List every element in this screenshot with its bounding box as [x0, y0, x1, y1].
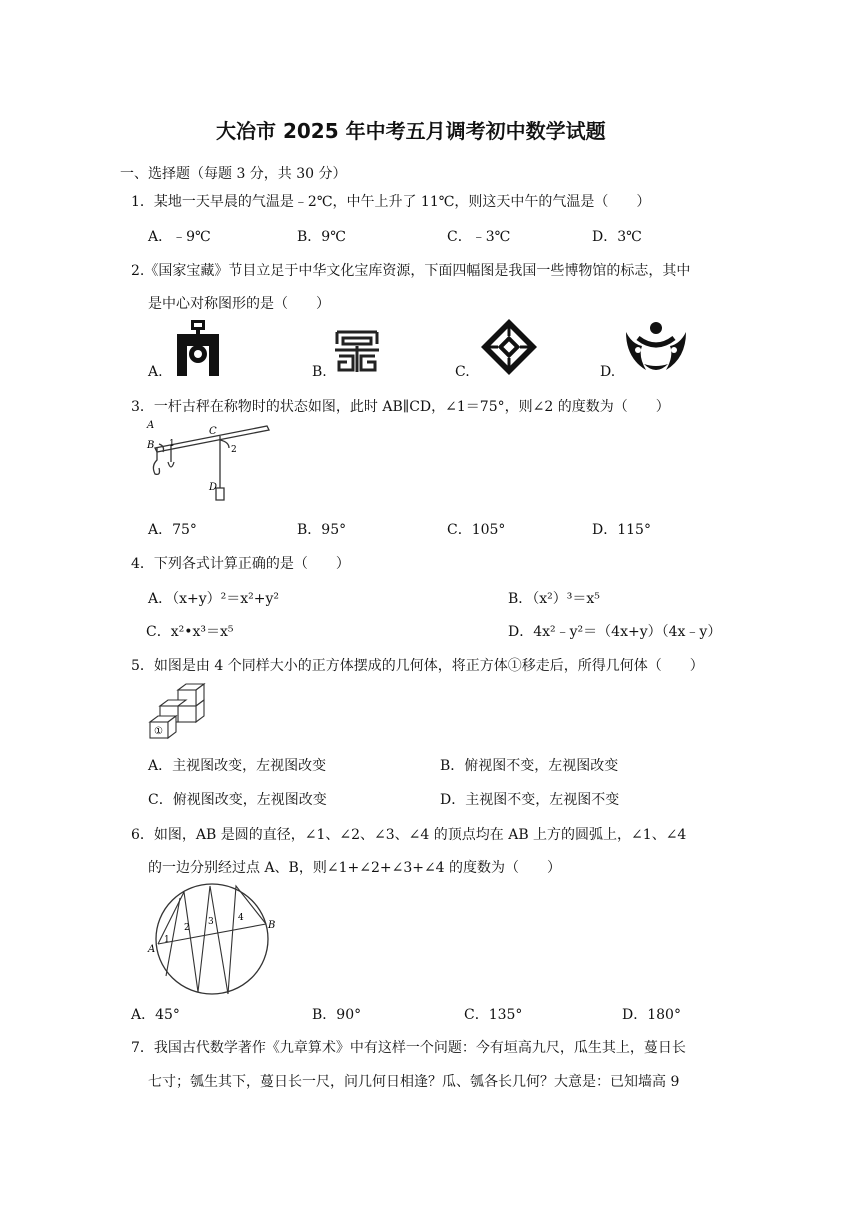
- question-3-stem: 3．一杆古秤在称物时的状态如图，此时 AB∥CD，∠1＝75°，则∠2 的度数为（ ）: [131, 399, 670, 415]
- q6-option-b: B．90°: [312, 1007, 362, 1023]
- question-7-stem-line2: 七寸；瓠生其下，蔓日长一尺，问几何日相逢？瓜、瓠各长几何？大意是：已知墙高 9: [148, 1074, 680, 1090]
- question-4-stem: 4．下列各式计算正确的是（ ）: [131, 556, 350, 572]
- angle-1-label: 1: [164, 935, 170, 945]
- museum-logo-d: [624, 318, 688, 376]
- q3-option-b: B．95°: [297, 522, 347, 538]
- page-title: 大冶市 2025 年中考五月调考初中数学试题: [216, 119, 606, 143]
- q2-option-b: B.: [312, 364, 327, 380]
- q6-option-d: D．180°: [622, 1007, 681, 1023]
- point-c-label: C: [209, 426, 217, 437]
- question-2-stem-line1: 2.《国家宝藏》节目立足于中华文化宝库资源，下面四幅图是我国一些博物馆的标志，其中: [131, 263, 691, 279]
- q6-option-a: A．45°: [131, 1007, 180, 1023]
- q1-option-c: C．﹣3℃: [447, 229, 511, 245]
- q2-option-d: D.: [600, 364, 616, 380]
- question-6-stem-line2: 的一边分别经过点 A、B，则∠1+∠2+∠3+∠4 的度数为（ ）: [148, 860, 562, 876]
- point-d-label: D: [209, 482, 218, 493]
- question-5-stem: 5．如图是由 4 个同样大小的正方体摆成的几何体，将正方体①移走后，所得几何体（ ）: [131, 658, 704, 674]
- question-2-stem-line2: 是中心对称图形的是（ ）: [148, 296, 330, 312]
- point-a-label: A: [147, 420, 155, 431]
- angle-1-label: 1: [169, 439, 175, 449]
- cube-1-label: ①: [154, 726, 163, 737]
- point-a-label: A: [148, 944, 156, 955]
- q3-option-a: A．75°: [148, 522, 197, 538]
- question-1-stem: 1．某地一天早晨的气温是﹣2℃，中午上升了 11℃，则这天中午的气温是（ ）: [131, 194, 651, 210]
- q1-option-b: B．9℃: [297, 229, 346, 245]
- point-b-label: B: [147, 440, 155, 451]
- q1-option-d: D．3℃: [592, 229, 642, 245]
- q5-option-a: A．主视图改变，左视图改变: [148, 758, 327, 774]
- angle-4-label: 4: [238, 913, 244, 923]
- circle-angles-figure: [146, 880, 282, 998]
- angle-2-label: 2: [184, 923, 190, 933]
- museum-logo-b: [333, 328, 381, 374]
- section-heading: 一、选择题（每题 3 分，共 30 分）: [120, 166, 347, 182]
- q1-option-a: A．﹣9℃: [148, 229, 211, 245]
- q3-option-d: D．115°: [592, 522, 651, 538]
- question-7-stem-line1: 7．我国古代数学著作《九章算术》中有这样一个问题：今有垣高九尺，瓜生其上，蔓日长: [131, 1040, 686, 1056]
- q4-option-a: A．（x+y）²＝x²+y²: [148, 591, 280, 607]
- cubes-figure: [146, 680, 212, 742]
- point-b-label: B: [268, 920, 276, 931]
- q3-option-c: C．105°: [447, 522, 506, 538]
- q4-option-d: D．4x²﹣y²＝（4x+y）（4x﹣y）: [508, 624, 722, 640]
- museum-logo-c: [480, 318, 538, 376]
- q4-option-c: C．x²•x³＝x⁵: [146, 624, 234, 640]
- q2-option-a: A.: [148, 364, 163, 380]
- q2-option-c: C.: [455, 364, 470, 380]
- question-6-stem-line1: 6．如图，AB 是圆的直径，∠1、∠2、∠3、∠4 的顶点均在 AB 上方的圆弧上，∠1、∠4: [131, 827, 687, 843]
- q6-option-c: C．135°: [464, 1007, 523, 1023]
- q5-option-b: B．俯视图不变，左视图改变: [440, 758, 619, 774]
- scale-steelyard-figure: [145, 418, 275, 510]
- angle-2-label: 2: [231, 445, 237, 455]
- angle-3-label: 3: [208, 917, 214, 927]
- q5-option-c: C．俯视图改变，左视图改变: [148, 792, 327, 808]
- q4-option-b: B．（x²）³＝x⁵: [508, 591, 600, 607]
- museum-logo-a: [173, 320, 223, 376]
- q5-option-d: D．主视图不变，左视图不变: [440, 792, 620, 808]
